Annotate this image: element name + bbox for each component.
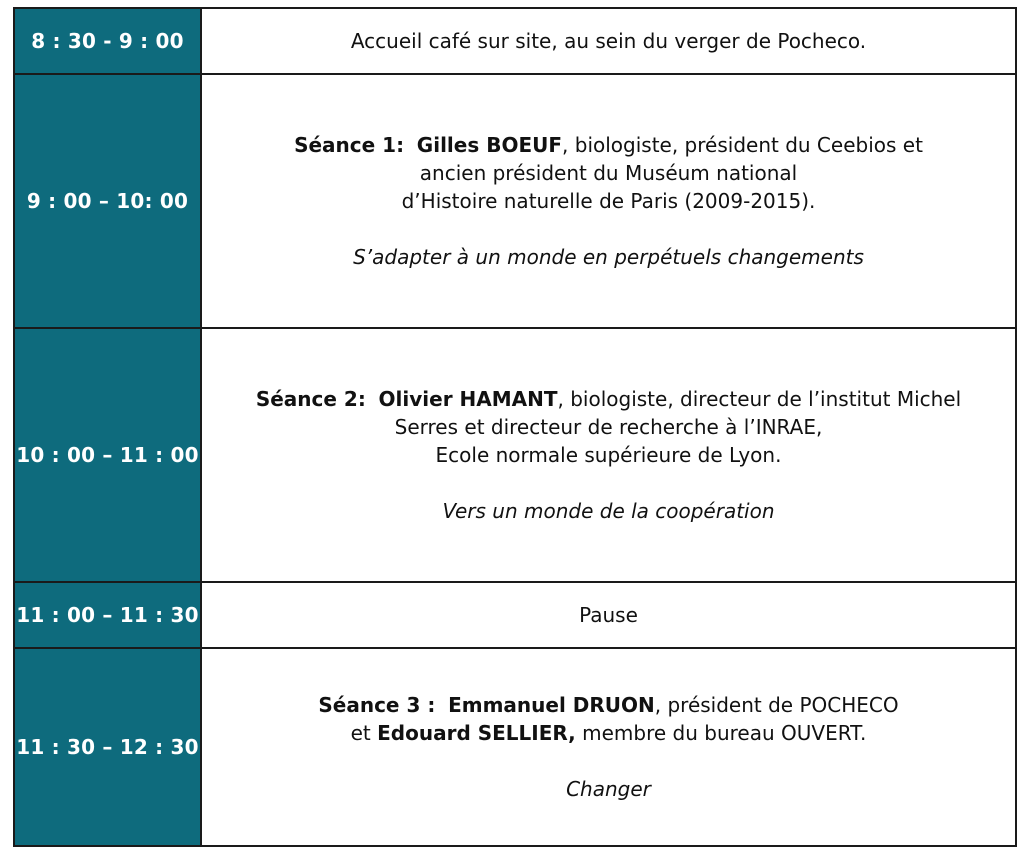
event-text: Pause (579, 603, 638, 627)
speaker-description-line-2: ancien président du Muséum national (419, 161, 798, 185)
schedule-row (14, 74, 1016, 328)
conjunction: et (350, 721, 371, 745)
speaker-description: , biologiste, directeur de l’institut Michel (557, 387, 962, 411)
speaker-name-2: Edouard SELLIER, (377, 721, 576, 745)
spacer (202, 215, 1015, 243)
spacer (202, 469, 1015, 497)
event-cell (201, 582, 1016, 648)
talk-title: Vers un monde de la coopération (442, 499, 775, 523)
speaker-description-line-3: Ecole normale supérieure de Lyon. (435, 443, 782, 467)
speaker-description: , biologiste, président du Ceebios et (562, 133, 923, 157)
time-slot: 8 : 30 - 9 : 00 (14, 8, 201, 74)
session-cell (201, 328, 1016, 582)
event-cell (201, 8, 1016, 74)
session-line-1 (202, 385, 1015, 413)
session-line-2 (202, 719, 1015, 747)
session-line-1 (202, 131, 1015, 159)
schedule-row (14, 328, 1016, 582)
schedule-row (14, 648, 1016, 846)
event-text: Accueil café sur site, au sein du verger de Pocheco. (350, 29, 867, 53)
session-cell (201, 74, 1016, 328)
talk-title: S’adapter à un monde en perpétuels changements (353, 245, 864, 269)
session-cell (201, 648, 1016, 846)
speaker-description-line-3: d’Histoire naturelle de Paris (2009-2015). (401, 189, 816, 213)
speaker-name: Emmanuel DRUON (448, 693, 655, 717)
session-label: Séance 2: (255, 387, 366, 411)
speaker-description: , président de POCHECO (654, 693, 899, 717)
speaker-description-2: membre du bureau OUVERT. (582, 721, 867, 745)
speaker-name: Gilles BOEUF (416, 133, 563, 157)
session-label: Séance 1: (294, 133, 405, 157)
schedule-row (14, 582, 1016, 648)
time-slot: 11 : 00 – 11 : 30 (14, 582, 201, 648)
session-label: Séance 3 : (318, 693, 436, 717)
schedule-row (14, 8, 1016, 74)
spacer (202, 747, 1015, 775)
schedule-table (13, 7, 1017, 847)
time-slot: 11 : 30 – 12 : 30 (14, 648, 201, 846)
speaker-description-line-2: Serres et directeur de recherche à l’INRAE, (394, 415, 823, 439)
talk-title: Changer (566, 777, 651, 801)
time-slot: 9 : 00 – 10: 00 (14, 74, 201, 328)
time-slot: 10 : 00 – 11 : 00 (14, 328, 201, 582)
session-line-1 (202, 691, 1015, 719)
speaker-name: Olivier HAMANT (378, 387, 558, 411)
